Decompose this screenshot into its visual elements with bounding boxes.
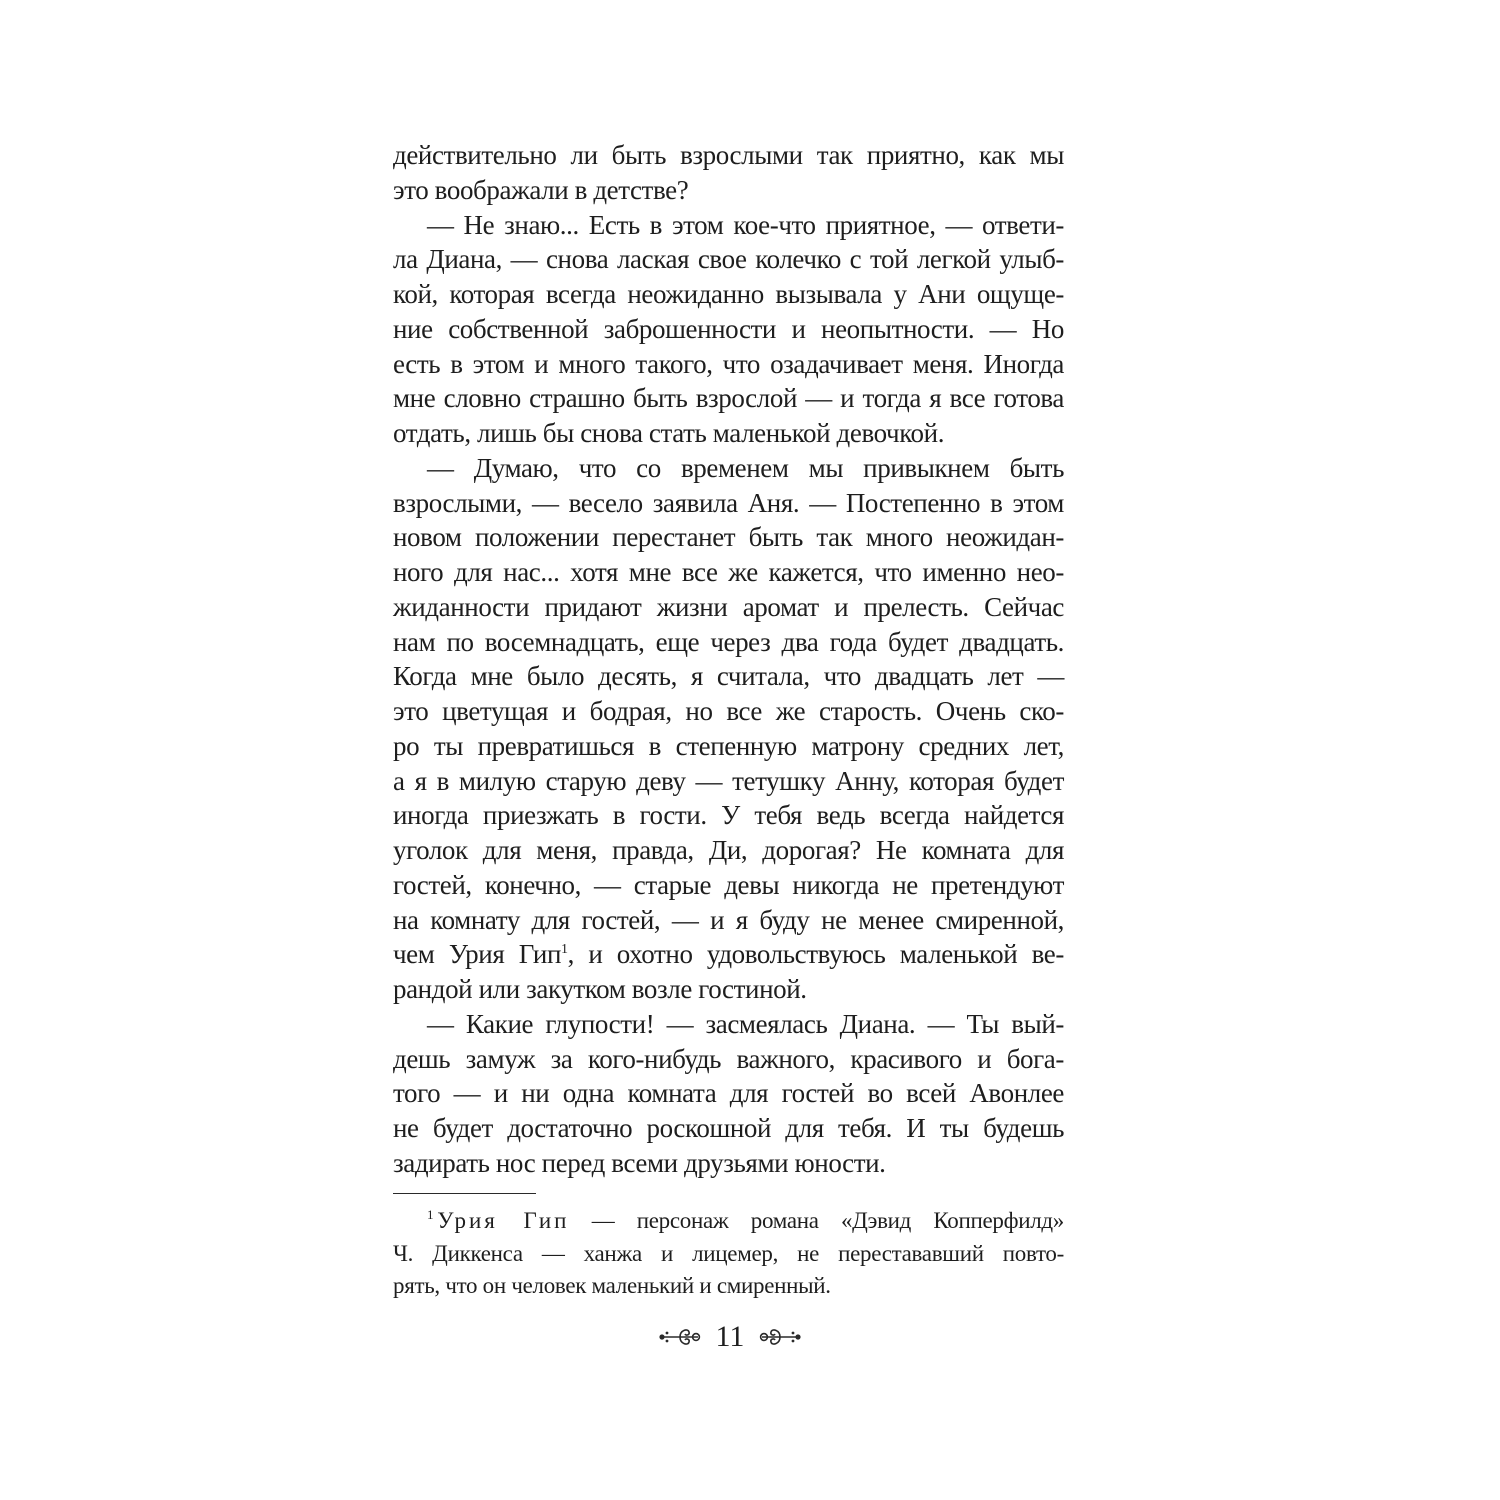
text-line: ние собственной заброшенности и неопытности. — Но <box>393 313 1064 344</box>
footnote-term: Урия Гип <box>437 1208 570 1233</box>
text-segment: , и охотно удовольствуюсь маленькой ве- <box>567 939 1064 970</box>
fleuron-right-icon <box>758 1322 802 1352</box>
text-line: рандой или закутком возле гостиной. <box>393 974 807 1004</box>
footnote-mark: 1 <box>427 1207 434 1222</box>
text-line-with-footnote-ref <box>393 937 1064 972</box>
footnote-line: Ч. Диккенса — ханжа и лицемер, не перестававший повто- <box>393 1240 1064 1266</box>
paragraph-start-line: — Думаю, что со временем мы привыкнем быть <box>427 452 1064 483</box>
text-line: гостей, конечно, — старые девы никогда не претендуют <box>393 869 1064 900</box>
text-line: дешь замуж за кого-нибудь важного, красивого и бога- <box>393 1043 1064 1074</box>
text-line: ла Диана, — снова лаская свое колечко с той легкой улыб- <box>393 244 1064 275</box>
footnotes <box>393 1205 1064 1303</box>
paragraph-start-line: — Не знаю... Есть в этом кое-что приятное, — ответи- <box>427 209 1064 240</box>
text-line: это цветущая и бодрая, но все же старость. Очень ско- <box>393 696 1064 726</box>
text-line: это воображали в детстве? <box>393 174 689 205</box>
text-line: уголок для меня, правда, Ди, дорогая? Не комната для <box>393 835 1064 865</box>
footnote-reference[interactable]: 1 <box>561 942 568 958</box>
page-folio <box>0 1317 1460 1357</box>
fleuron-left-icon <box>658 1322 702 1352</box>
text-line: нам по восемнадцать, еще через два года будет двадцать. <box>393 626 1064 657</box>
text-line: не будет достаточно роскошной для тебя. И ты будешь <box>393 1113 1064 1143</box>
text-line: ро ты превратишься в степенную матрону средних лет, <box>393 730 1064 761</box>
text-line: кой, которая всегда неожиданно вызывала у Ани ощуще- <box>393 279 1064 309</box>
text-line: на комнату для гостей, — и я буду не менее смиренной, <box>393 904 1064 935</box>
body-text <box>393 138 1064 1181</box>
paragraph-start-line: — Какие глупости! — засмеялась Диана. — Ты вый- <box>427 1008 1064 1039</box>
text-line: есть в этом и много такого, что озадачивает меня. Иногда <box>393 348 1064 379</box>
text-line: действительно ли быть взрослыми так приятно, как мы <box>393 140 1064 170</box>
page-number: 11 <box>715 1320 745 1353</box>
text-segment: чем Урия Гип <box>393 939 561 970</box>
text-line: а я в милую старую деву — тетушку Анну, которая будет <box>393 765 1064 796</box>
text-line: новом положении перестанет быть так много неожидан- <box>393 522 1064 553</box>
text-line: иногда приезжать в гости. У тебя ведь всегда найдется <box>393 800 1064 831</box>
text-line: мне словно страшно быть взрослой — и тогда я все готова <box>393 383 1064 414</box>
footnote-separator <box>393 1193 536 1194</box>
text-line: ного для нас... хотя мне все же кажется, что именно нео- <box>393 557 1064 587</box>
text-line: отдать, лишь бы снова стать маленькой девочкой. <box>393 418 945 448</box>
text-line: жиданности придают жизни аромат и прелесть. Сейчас <box>393 591 1064 622</box>
footnote-line: рять, что он человек маленький и смиренный. <box>393 1273 831 1298</box>
text-line: задирать нос перед всеми друзьями юности. <box>393 1147 886 1178</box>
text-line: взрослыми, — весело заявила Аня. — Постепенно в этом <box>393 487 1064 518</box>
footnote-text: — персонаж романа «Дэвид Копперфилд» <box>569 1208 1064 1233</box>
text-line: Когда мне было десять, я считала, что двадцать лет — <box>393 661 1064 692</box>
text-line: того — и ни одна комната для гостей во всей Авонлее <box>393 1078 1064 1109</box>
footnote-line <box>393 1205 1064 1238</box>
